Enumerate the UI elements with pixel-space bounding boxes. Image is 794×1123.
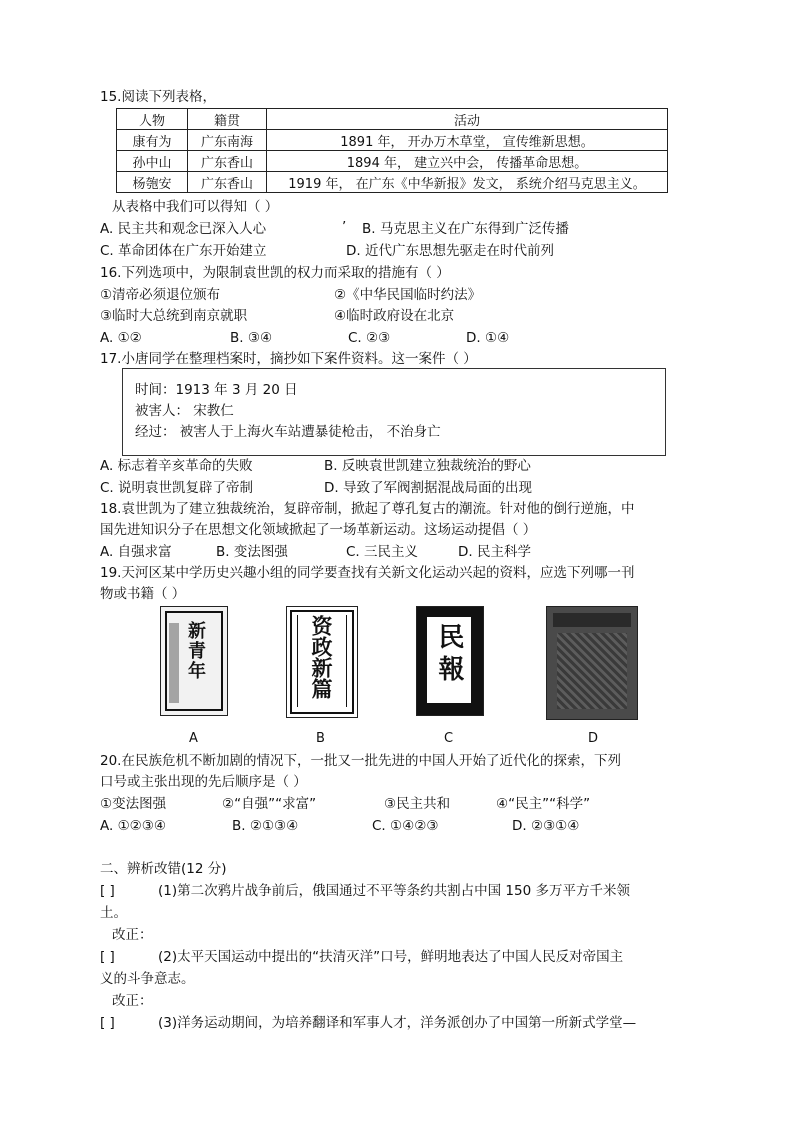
table-header: 籍贯 (188, 109, 267, 130)
table-cell: 1891 年， 开办万木草堂， 宣传维新思想。 (267, 130, 668, 151)
q18-option-b[interactable]: B. 变法图强 (216, 544, 288, 560)
table-row (117, 151, 668, 172)
q16-statement-1: ①清帝必须退位颁布 (100, 287, 221, 303)
table-header: 人物 (117, 109, 188, 130)
q17-option-c[interactable]: C. 说明袁世凯复辟了帝制 (100, 480, 254, 496)
q17-stem: 17.小唐同学在整理档案时，摘抄如下案件资料。这一案件（ ） (100, 351, 477, 367)
case-process: 经过： 被害人于上海火车站遭暴徒枪击， 不治身亡 (135, 424, 441, 440)
q15-option-b[interactable]: B. 马克思主义在广东得到广泛传播 (362, 221, 569, 237)
section2-title: 二、辨析改错(12 分) (100, 861, 227, 877)
q16-option-b[interactable]: B. ③④ (230, 330, 273, 346)
q20-statement-3: ③民主共和 (384, 796, 451, 812)
q15-quote-mark: ’ (342, 219, 347, 235)
q15-option-c[interactable]: C. 革命团体在广东开始建立 (100, 243, 267, 259)
q18-option-a[interactable]: A. 自强求富 (100, 544, 172, 560)
q17-option-d[interactable]: D. 导致了军阀割据混战局面的出现 (324, 480, 532, 496)
q15-table (116, 108, 668, 193)
book-d-image[interactable] (546, 606, 638, 720)
table-cell: 广东香山 (188, 172, 267, 193)
q17-option-a[interactable]: A. 标志着辛亥革命的失败 (100, 458, 253, 474)
q17-option-b[interactable]: B. 反映袁世凯建立独裁统治的野心 (324, 458, 531, 474)
book-b-label: B (316, 731, 325, 746)
case-victim: 被害人： 宋教仁 (135, 403, 234, 419)
book-c-title: 民報 (434, 623, 464, 687)
q20-statement-4: ④“民主”“科学” (496, 796, 591, 812)
answer-bracket-3[interactable]: [ ] (100, 1015, 115, 1031)
table-header: 活动 (267, 109, 668, 130)
q16-stem: 16.下列选项中，为限制袁世凯的权力而采取的措施有（ ） (100, 265, 450, 281)
q16-option-a[interactable]: A. ①② (100, 330, 142, 346)
book-c-label: C (444, 731, 454, 746)
q20-option-b[interactable]: B. ②①③④ (232, 818, 299, 834)
table-row (117, 130, 668, 151)
book-b-title: 资政新篇 (309, 615, 333, 699)
book-a-title: 新青年 (185, 621, 206, 681)
book-c-image[interactable] (416, 606, 484, 716)
answer-bracket-1[interactable]: [ ] (100, 883, 115, 899)
q16-option-d[interactable]: D. ①④ (466, 330, 510, 346)
item3-line-1: (3)洋务运动期间，为培养翻译和军事人才，洋务派创办了中国第一所新式学堂— (158, 1015, 637, 1031)
item2-line-2: 义的斗争意志。 (100, 971, 195, 987)
q20-option-a[interactable]: A. ①②③④ (100, 818, 166, 834)
q20-line-2: 口号或主张出现的先后顺序是（ ） (100, 774, 307, 790)
book-d-label: D (588, 731, 599, 746)
book-b-image[interactable] (286, 606, 358, 718)
table-cell: 杨匏安 (117, 172, 188, 193)
q16-statement-2: ②《中华民国临时约法》 (334, 287, 482, 303)
q18-option-d[interactable]: D. 民主科学 (458, 544, 531, 560)
item1-fix-label[interactable]: 改正： (112, 927, 153, 943)
q15-option-d[interactable]: D. 近代广东思想先驱走在时代前列 (346, 243, 554, 259)
answer-bracket-2[interactable]: [ ] (100, 949, 115, 965)
item1-line-2: 土。 (100, 905, 127, 921)
book-a-image[interactable] (160, 606, 228, 716)
q19-line-1: 19.天河区某中学历史兴趣小组的同学要查找有关新文化运动兴起的资料，应选下列哪一刊 (100, 565, 635, 581)
q20-statement-2: ②“自强”“求富” (222, 796, 317, 812)
q15-option-a[interactable]: A. 民主共和观念已深入人心 (100, 221, 267, 237)
q15-stem: 15.阅读下列表格， (100, 89, 216, 105)
q15-follow: 从表格中我们可以得知（ ） (112, 199, 279, 215)
item2-fix-label[interactable]: 改正： (112, 993, 153, 1009)
table-cell: 广东南海 (188, 130, 267, 151)
table-cell: 广东香山 (188, 151, 267, 172)
q16-statement-3: ③临时大总统到南京就职 (100, 308, 248, 324)
table-cell: 康有为 (117, 130, 188, 151)
q18-line-2: 国先进知识分子在思想文化领域掀起了一场革新运动。这场运动提倡（ ） (100, 522, 537, 538)
q20-option-c[interactable]: C. ①④②③ (372, 818, 439, 834)
table-cell: 1919 年， 在广东《中华新报》发文， 系统介绍马克思主义。 (267, 172, 668, 193)
table-cell: 孙中山 (117, 151, 188, 172)
case-time: 时间：1913 年 3 月 20 日 (135, 382, 298, 398)
table-row (117, 172, 668, 193)
table-cell: 1894 年， 建立兴中会， 传播革命思想。 (267, 151, 668, 172)
item2-line-1: (2)太平天国运动中提出的“扶清灭洋”口号，鲜明地表达了中国人民反对帝国主 (158, 949, 624, 965)
q19-line-2: 物或书籍（ ） (100, 586, 186, 602)
q17-case-box (122, 368, 666, 456)
q18-option-c[interactable]: C. 三民主义 (346, 544, 419, 560)
q16-option-c[interactable]: C. ②③ (348, 330, 391, 346)
q18-line-1: 18.袁世凯为了建立独裁统治，复辟帝制，掀起了尊孔复古的潮流。针对他的倒行逆施，中 (100, 501, 635, 517)
table-header-row (117, 109, 668, 130)
q20-statement-1: ①变法图强 (100, 796, 167, 812)
q16-statement-4: ④临时政府设在北京 (334, 308, 455, 324)
q20-line-1: 20.在民族危机不断加剧的情况下，一批又一批先进的中国人开始了近代化的探索，下列 (100, 753, 621, 769)
q20-option-d[interactable]: D. ②③①④ (512, 818, 580, 834)
book-a-label: A (189, 731, 198, 746)
item1-line-1: (1)第二次鸦片战争前后，俄国通过不平等条约共割占中国 150 多万平方千米领 (158, 883, 630, 899)
